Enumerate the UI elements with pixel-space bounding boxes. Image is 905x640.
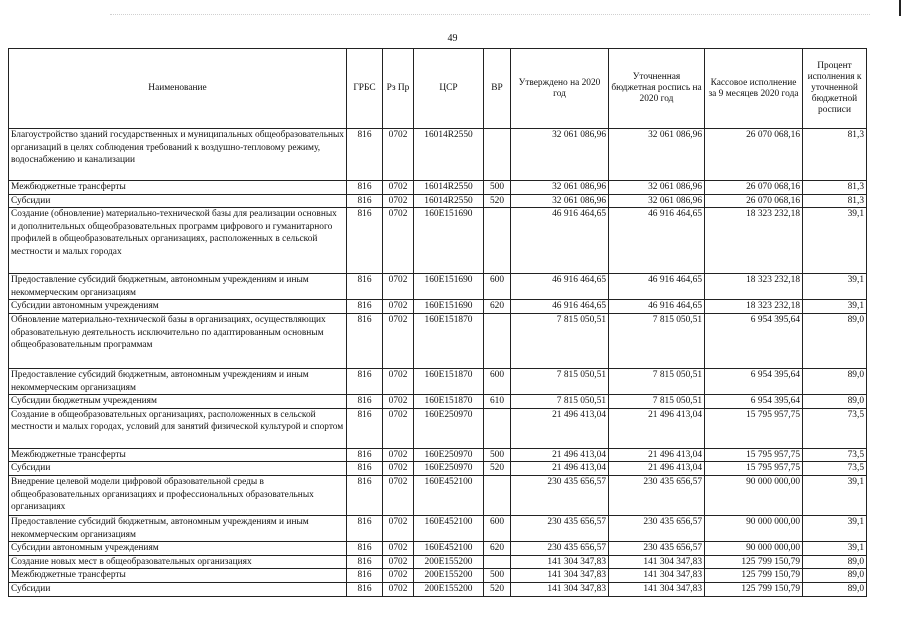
row-grbs-cell: 816 xyxy=(347,194,383,208)
row-percent-cell: 39,1 xyxy=(803,274,867,300)
row-percent-cell: 73,5 xyxy=(803,448,867,462)
row-percent-cell: 39,1 xyxy=(803,208,867,274)
row-refined-cell: 46 916 464,65 xyxy=(609,300,705,314)
row-percent-cell: 39,1 xyxy=(803,475,867,515)
row-refined-cell: 230 435 656,57 xyxy=(609,475,705,515)
header-vr: ВР xyxy=(484,49,511,129)
row-grbs-cell: 816 xyxy=(347,208,383,274)
row-percent-cell: 39,1 xyxy=(803,300,867,314)
row-rzpr-cell: 0702 xyxy=(383,569,414,583)
row-cash-cell: 15 795 957,75 xyxy=(705,408,803,448)
table-row xyxy=(9,542,867,556)
row-csr-cell: 160E452100 xyxy=(414,515,484,541)
scan-artifact xyxy=(110,14,870,16)
row-grbs-cell: 816 xyxy=(347,300,383,314)
table-row xyxy=(9,300,867,314)
row-rzpr-cell: 0702 xyxy=(383,475,414,515)
row-approved-cell: 46 916 464,65 xyxy=(511,208,609,274)
header-refined: Уточненная бюджетная роспись на 2020 год xyxy=(609,49,705,129)
row-cash-cell: 18 323 232,18 xyxy=(705,208,803,274)
row-approved-cell: 141 304 347,83 xyxy=(511,569,609,583)
row-name-cell: Предоставление субсидий бюджетным, автономным учреждениям и иным некоммерческим организациям xyxy=(9,368,347,394)
row-approved-cell: 7 815 050,51 xyxy=(511,368,609,394)
row-refined-cell: 141 304 347,83 xyxy=(609,555,705,569)
row-csr-cell: 200E155200 xyxy=(414,569,484,583)
row-rzpr-cell: 0702 xyxy=(383,368,414,394)
row-grbs-cell: 816 xyxy=(347,569,383,583)
table-row xyxy=(9,462,867,476)
table-row xyxy=(9,274,867,300)
row-vr-cell: 500 xyxy=(484,569,511,583)
row-name-cell: Субсидии автономным учреждениям xyxy=(9,542,347,556)
row-csr-cell: 160E151870 xyxy=(414,313,484,368)
row-rzpr-cell: 0702 xyxy=(383,181,414,195)
row-cash-cell: 26 070 068,16 xyxy=(705,181,803,195)
row-vr-cell xyxy=(484,408,511,448)
row-vr-cell: 620 xyxy=(484,542,511,556)
row-csr-cell: 160E452100 xyxy=(414,542,484,556)
row-rzpr-cell: 0702 xyxy=(383,582,414,596)
table-row xyxy=(9,194,867,208)
row-approved-cell: 141 304 347,83 xyxy=(511,555,609,569)
row-grbs-cell: 816 xyxy=(347,129,383,181)
row-percent-cell: 81,3 xyxy=(803,181,867,195)
row-grbs-cell: 816 xyxy=(347,515,383,541)
row-csr-cell: 160E151870 xyxy=(414,368,484,394)
row-refined-cell: 21 496 413,04 xyxy=(609,462,705,476)
row-csr-cell: 160E452100 xyxy=(414,475,484,515)
row-csr-cell: 200E155200 xyxy=(414,582,484,596)
row-percent-cell: 73,5 xyxy=(803,462,867,476)
row-rzpr-cell: 0702 xyxy=(383,515,414,541)
row-cash-cell: 26 070 068,16 xyxy=(705,129,803,181)
row-rzpr-cell: 0702 xyxy=(383,274,414,300)
row-grbs-cell: 816 xyxy=(347,582,383,596)
row-approved-cell: 32 061 086,96 xyxy=(511,181,609,195)
row-name-cell: Субсидии xyxy=(9,194,347,208)
row-percent-cell: 73,5 xyxy=(803,408,867,448)
row-refined-cell: 7 815 050,51 xyxy=(609,395,705,409)
row-vr-cell xyxy=(484,129,511,181)
table-row xyxy=(9,181,867,195)
row-approved-cell: 21 496 413,04 xyxy=(511,462,609,476)
row-vr-cell: 600 xyxy=(484,274,511,300)
row-approved-cell: 230 435 656,57 xyxy=(511,542,609,556)
row-percent-cell: 89,0 xyxy=(803,582,867,596)
row-grbs-cell: 816 xyxy=(347,475,383,515)
row-csr-cell: 160E250970 xyxy=(414,462,484,476)
row-rzpr-cell: 0702 xyxy=(383,313,414,368)
row-approved-cell: 230 435 656,57 xyxy=(511,515,609,541)
row-rzpr-cell: 0702 xyxy=(383,395,414,409)
row-refined-cell: 230 435 656,57 xyxy=(609,542,705,556)
row-cash-cell: 18 323 232,18 xyxy=(705,300,803,314)
row-rzpr-cell: 0702 xyxy=(383,462,414,476)
row-name-cell: Создание в общеобразовательных организациях, расположенных в сельской местности и малых городах, условий для занятий физической культурой и спортом xyxy=(9,408,347,448)
row-name-cell: Субсидии автономным учреждениям xyxy=(9,300,347,314)
row-name-cell: Предоставление субсидий бюджетным, автономным учреждениям и иным некоммерческим организациям xyxy=(9,274,347,300)
row-rzpr-cell: 0702 xyxy=(383,408,414,448)
row-percent-cell: 81,3 xyxy=(803,129,867,181)
row-name-cell: Межбюджетные трансферты xyxy=(9,569,347,583)
table-row xyxy=(9,208,867,274)
row-refined-cell: 46 916 464,65 xyxy=(609,274,705,300)
row-csr-cell: 16014R2550 xyxy=(414,194,484,208)
row-cash-cell: 26 070 068,16 xyxy=(705,194,803,208)
header-percent: Процент исполнения к уточненной бюджетной росписи xyxy=(803,49,867,129)
row-grbs-cell: 816 xyxy=(347,408,383,448)
row-csr-cell: 160E151870 xyxy=(414,395,484,409)
row-cash-cell: 90 000 000,00 xyxy=(705,515,803,541)
row-refined-cell: 32 061 086,96 xyxy=(609,181,705,195)
row-rzpr-cell: 0702 xyxy=(383,194,414,208)
row-cash-cell: 6 954 395,64 xyxy=(705,395,803,409)
row-percent-cell: 89,0 xyxy=(803,313,867,368)
row-rzpr-cell: 0702 xyxy=(383,300,414,314)
row-approved-cell: 230 435 656,57 xyxy=(511,475,609,515)
row-name-cell: Межбюджетные трансферты xyxy=(9,181,347,195)
table-row xyxy=(9,555,867,569)
row-cash-cell: 15 795 957,75 xyxy=(705,448,803,462)
row-percent-cell: 39,1 xyxy=(803,542,867,556)
row-name-cell: Создание (обновление) материально-технической базы для реализации основных и дополнительных общеобразовательных программ цифрового и гуманитарного профилей в общеобразовательных организациях, расположенных в сельской местности и малых городах xyxy=(9,208,347,274)
row-name-cell: Обновление материально-технической базы в организациях, осуществляющих образовательную деятельность исключительно по адаптированным основным общеобразовательным программам xyxy=(9,313,347,368)
table-row xyxy=(9,129,867,181)
row-grbs-cell: 816 xyxy=(347,555,383,569)
row-vr-cell: 620 xyxy=(484,300,511,314)
row-percent-cell: 81,3 xyxy=(803,194,867,208)
row-csr-cell: 160E151690 xyxy=(414,300,484,314)
row-name-cell: Субсидии xyxy=(9,582,347,596)
row-grbs-cell: 816 xyxy=(347,542,383,556)
row-refined-cell: 46 916 464,65 xyxy=(609,208,705,274)
row-csr-cell: 160E151690 xyxy=(414,274,484,300)
row-cash-cell: 90 000 000,00 xyxy=(705,475,803,515)
row-vr-cell xyxy=(484,208,511,274)
row-approved-cell: 46 916 464,65 xyxy=(511,300,609,314)
row-grbs-cell: 816 xyxy=(347,395,383,409)
table-row xyxy=(9,408,867,448)
row-approved-cell: 32 061 086,96 xyxy=(511,129,609,181)
row-csr-cell: 16014R2550 xyxy=(414,129,484,181)
row-grbs-cell: 816 xyxy=(347,313,383,368)
row-vr-cell: 610 xyxy=(484,395,511,409)
row-percent-cell: 39,1 xyxy=(803,515,867,541)
table-row xyxy=(9,448,867,462)
row-rzpr-cell: 0702 xyxy=(383,542,414,556)
header-csr: ЦСР xyxy=(414,49,484,129)
row-rzpr-cell: 0702 xyxy=(383,208,414,274)
row-approved-cell: 141 304 347,83 xyxy=(511,582,609,596)
row-cash-cell: 6 954 395,64 xyxy=(705,313,803,368)
row-approved-cell: 7 815 050,51 xyxy=(511,313,609,368)
row-vr-cell: 520 xyxy=(484,194,511,208)
row-vr-cell: 500 xyxy=(484,448,511,462)
row-approved-cell: 32 061 086,96 xyxy=(511,194,609,208)
row-csr-cell: 160E250970 xyxy=(414,448,484,462)
row-vr-cell: 600 xyxy=(484,368,511,394)
row-refined-cell: 21 496 413,04 xyxy=(609,408,705,448)
row-csr-cell: 16014R2550 xyxy=(414,181,484,195)
row-name-cell: Субсидии бюджетным учреждениям xyxy=(9,395,347,409)
row-cash-cell: 125 799 150,79 xyxy=(705,569,803,583)
row-csr-cell: 160E151690 xyxy=(414,208,484,274)
row-vr-cell xyxy=(484,555,511,569)
table-header-row xyxy=(9,49,867,129)
row-cash-cell: 15 795 957,75 xyxy=(705,462,803,476)
table-row xyxy=(9,582,867,596)
row-rzpr-cell: 0702 xyxy=(383,129,414,181)
row-approved-cell: 7 815 050,51 xyxy=(511,395,609,409)
row-vr-cell: 600 xyxy=(484,515,511,541)
row-cash-cell: 125 799 150,79 xyxy=(705,555,803,569)
row-grbs-cell: 816 xyxy=(347,368,383,394)
budget-execution-table xyxy=(8,48,867,597)
header-rzpr: Рз Пр xyxy=(383,49,414,129)
row-refined-cell: 7 815 050,51 xyxy=(609,313,705,368)
row-vr-cell: 520 xyxy=(484,462,511,476)
row-name-cell: Предоставление субсидий бюджетным, автономным учреждениям и иным некоммерческим организациям xyxy=(9,515,347,541)
row-cash-cell: 18 323 232,18 xyxy=(705,274,803,300)
row-vr-cell: 520 xyxy=(484,582,511,596)
table-row xyxy=(9,475,867,515)
row-approved-cell: 46 916 464,65 xyxy=(511,274,609,300)
row-refined-cell: 141 304 347,83 xyxy=(609,582,705,596)
row-refined-cell: 32 061 086,96 xyxy=(609,194,705,208)
row-refined-cell: 21 496 413,04 xyxy=(609,448,705,462)
table-row xyxy=(9,368,867,394)
row-vr-cell xyxy=(484,475,511,515)
row-approved-cell: 21 496 413,04 xyxy=(511,408,609,448)
row-name-cell: Внедрение целевой модели цифровой образовательной среды в общеобразовательных организациях и профессиональных образовательных организациях xyxy=(9,475,347,515)
row-grbs-cell: 816 xyxy=(347,181,383,195)
row-name-cell: Субсидии xyxy=(9,462,347,476)
row-refined-cell: 32 061 086,96 xyxy=(609,129,705,181)
row-cash-cell: 90 000 000,00 xyxy=(705,542,803,556)
row-percent-cell: 89,0 xyxy=(803,555,867,569)
row-csr-cell: 200E155200 xyxy=(414,555,484,569)
row-csr-cell: 160E250970 xyxy=(414,408,484,448)
table-row xyxy=(9,515,867,541)
row-cash-cell: 125 799 150,79 xyxy=(705,582,803,596)
row-approved-cell: 21 496 413,04 xyxy=(511,448,609,462)
row-refined-cell: 141 304 347,83 xyxy=(609,569,705,583)
header-cash: Кассовое исполнение за 9 месяцев 2020 года xyxy=(705,49,803,129)
row-vr-cell: 500 xyxy=(484,181,511,195)
table-row xyxy=(9,313,867,368)
row-name-cell: Межбюджетные трансферты xyxy=(9,448,347,462)
row-grbs-cell: 816 xyxy=(347,274,383,300)
page-number: 49 xyxy=(447,33,458,44)
header-grbs: ГРБС xyxy=(347,49,383,129)
row-name-cell: Благоустройство зданий государственных и муниципальных общеобразовательных организаций в целях соблюдения требований к воздушно-тепловому режиму, водоснабжению и канализации xyxy=(9,129,347,181)
row-grbs-cell: 816 xyxy=(347,448,383,462)
header-approved: Утверждено на 2020 год xyxy=(511,49,609,129)
row-refined-cell: 7 815 050,51 xyxy=(609,368,705,394)
table-row xyxy=(9,569,867,583)
row-percent-cell: 89,0 xyxy=(803,395,867,409)
row-rzpr-cell: 0702 xyxy=(383,448,414,462)
row-name-cell: Создание новых мест в общеобразовательных организациях xyxy=(9,555,347,569)
row-grbs-cell: 816 xyxy=(347,462,383,476)
row-refined-cell: 230 435 656,57 xyxy=(609,515,705,541)
row-percent-cell: 89,0 xyxy=(803,569,867,583)
scan-corner-mark xyxy=(899,0,901,16)
row-rzpr-cell: 0702 xyxy=(383,555,414,569)
table-row xyxy=(9,395,867,409)
row-vr-cell xyxy=(484,313,511,368)
header-name: Наименование xyxy=(9,49,347,129)
row-percent-cell: 89,0 xyxy=(803,368,867,394)
row-cash-cell: 6 954 395,64 xyxy=(705,368,803,394)
